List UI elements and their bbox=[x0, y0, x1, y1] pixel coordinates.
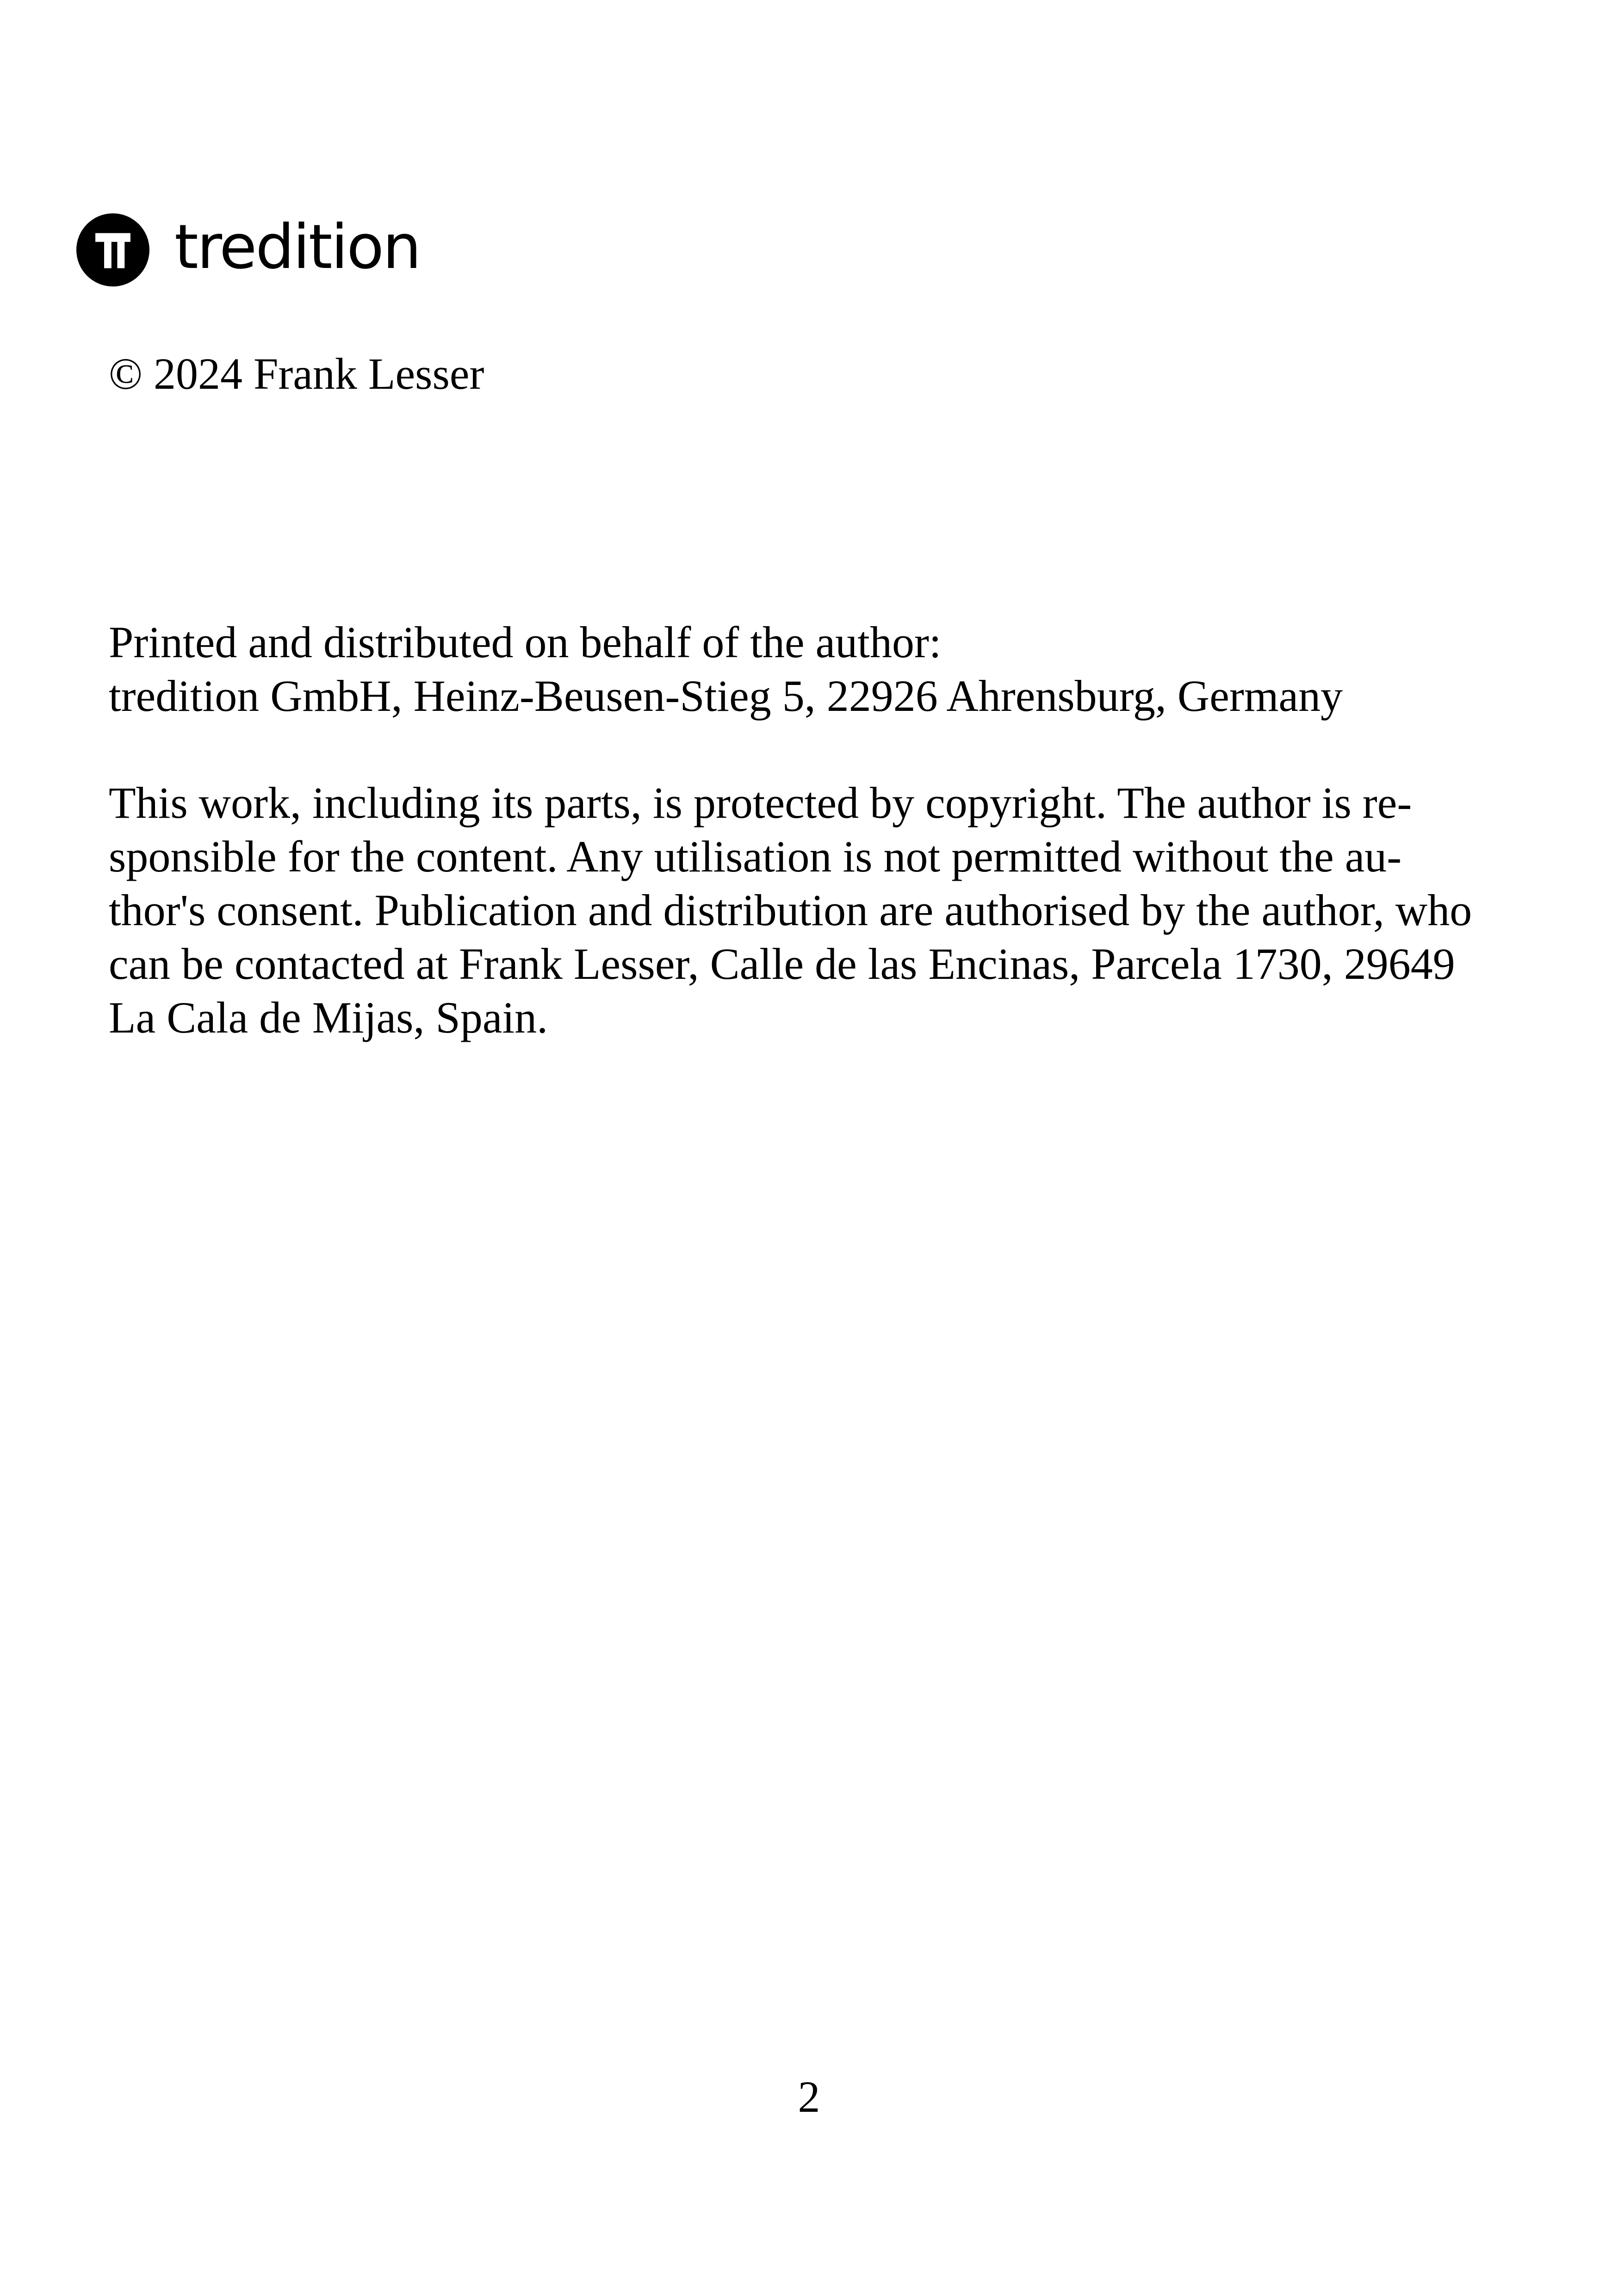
legal-line: sponsible for the content. Any utilisation is not permitted without the au- bbox=[109, 832, 1402, 881]
legal-line: La Cala de Mijas, Spain. bbox=[109, 993, 548, 1042]
logo-wordmark: tredition bbox=[174, 212, 420, 283]
printed-label: Printed and distributed on behalf of the author: bbox=[109, 617, 942, 667]
page-number: 2 bbox=[798, 2072, 820, 2122]
publisher-address: tredition GmbH, Heinz-Beusen-Stieg 5, 22926 Ahrensburg, Germany bbox=[109, 671, 1343, 721]
publisher-logo bbox=[76, 211, 420, 289]
legal-notice bbox=[109, 776, 1534, 1045]
legal-line: This work, including its parts, is protected by copyright. The author is re- bbox=[109, 778, 1412, 828]
legal-line: thor's consent. Publication and distribution are authorised by the author, who bbox=[109, 885, 1472, 935]
copyright-notice: © 2024 Frank Lesser bbox=[109, 349, 484, 398]
legal-line: can be contacted at Frank Lesser, Calle de las Encinas, Parcela 1730, 29649 bbox=[109, 939, 1455, 989]
tredition-logo-icon bbox=[76, 213, 149, 286]
